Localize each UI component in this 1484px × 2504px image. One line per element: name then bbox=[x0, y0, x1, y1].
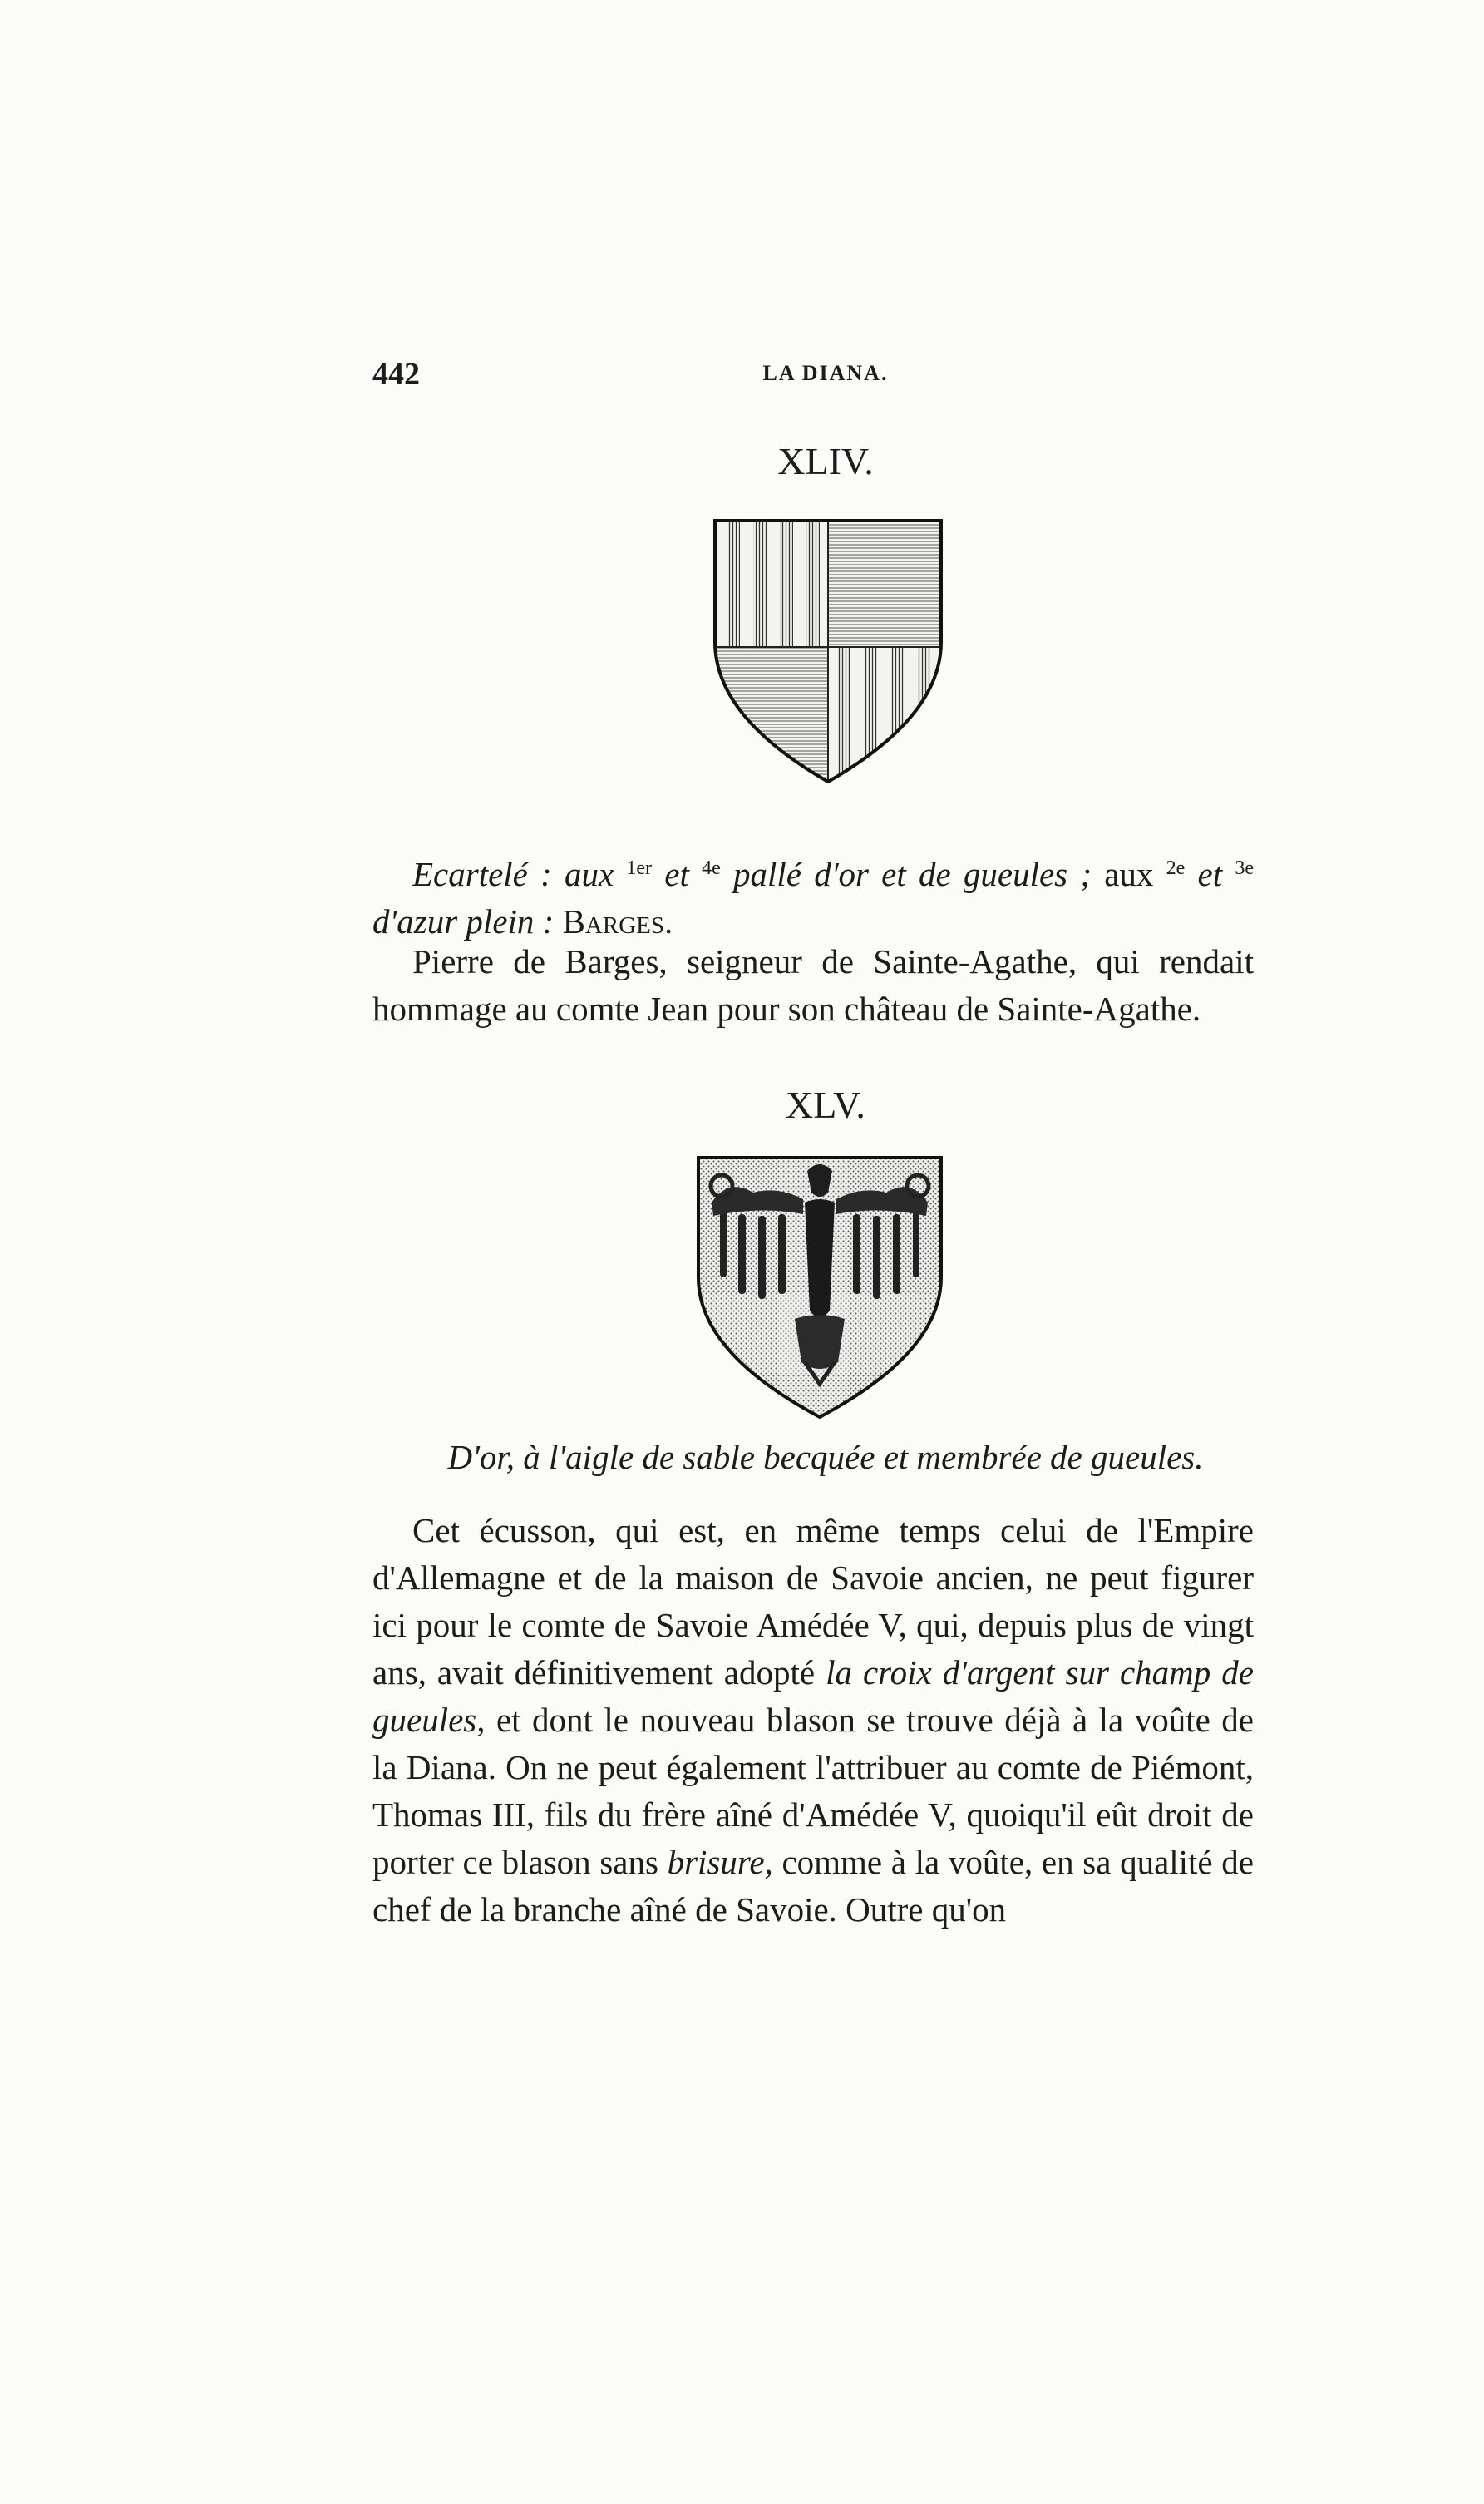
paragraph-45-part1: Cet écusson, qui est, en même temps celui de l'Empire d'Allemagne et de la maison de Savoie ancien, ne peut figurer ici pour le comte de Savoie Amédée V, qui, depuis plus de vingt ans, avait définitivement adopté bbox=[372, 1511, 1254, 1692]
section-number-44: XLIV. bbox=[777, 440, 874, 482]
caption-44-name: Barges. bbox=[562, 902, 673, 941]
caption-44 bbox=[372, 845, 1254, 946]
caption-44-sup2: 4e bbox=[702, 857, 721, 879]
paragraph-44-text: Pierre de Barges, seigneur de Sainte-Agathe, qui rendait hommage au comte Jean pour son château de Sainte-Agathe. bbox=[372, 942, 1254, 1028]
quartered-paly-shield-icon bbox=[712, 517, 944, 785]
caption-44-part5: et bbox=[1185, 855, 1235, 893]
caption-44-text bbox=[372, 845, 1254, 946]
paragraph-44 bbox=[372, 938, 1254, 1033]
caption-44-part4: aux bbox=[1104, 855, 1166, 893]
paragraph-45-part3: comme à la voûte, en sa qualité de chef de la branche aîné de Savoie. Outre qu'on bbox=[372, 1843, 1254, 1929]
caption-45: D'or, à l'aigle de sable becquée et membrée de gueules. bbox=[447, 1438, 1204, 1476]
caption-44-part2: et bbox=[652, 855, 703, 893]
paragraph-45-italic1: la croix d'argent sur champ de gueules, bbox=[372, 1653, 1254, 1739]
caption-44-sup1: 1er bbox=[626, 857, 653, 879]
paragraph-45-italic2: brisure, bbox=[667, 1843, 773, 1881]
section-number-45: XLV. bbox=[786, 1084, 865, 1126]
caption-44-sup3: 2e bbox=[1166, 857, 1186, 879]
paragraph-45-part2: et dont le nouveau blason se trouve déjà à la voûte de la Diana. On ne peut également l'attribuer au comte de Piémont, Thomas III, fils du frère aîné d'Amédée V, quoiqu'il eût droit de porter ce blason sans bbox=[372, 1701, 1254, 1881]
caption-44-part6: d'azur plein : bbox=[372, 902, 563, 941]
caption-44-part1: Ecartelé : aux bbox=[412, 855, 627, 893]
page-number: 442 bbox=[372, 357, 420, 392]
journal-title: LA DIANA. bbox=[762, 361, 889, 385]
eagle-shield-icon bbox=[695, 1153, 944, 1420]
caption-44-part3: pallé d'or et de gueules ; bbox=[720, 855, 1105, 893]
paragraph-45 bbox=[372, 1507, 1254, 1934]
caption-44-sup4: 3e bbox=[1235, 857, 1255, 879]
running-head bbox=[372, 356, 1279, 398]
paragraph-45-text bbox=[372, 1507, 1254, 1934]
